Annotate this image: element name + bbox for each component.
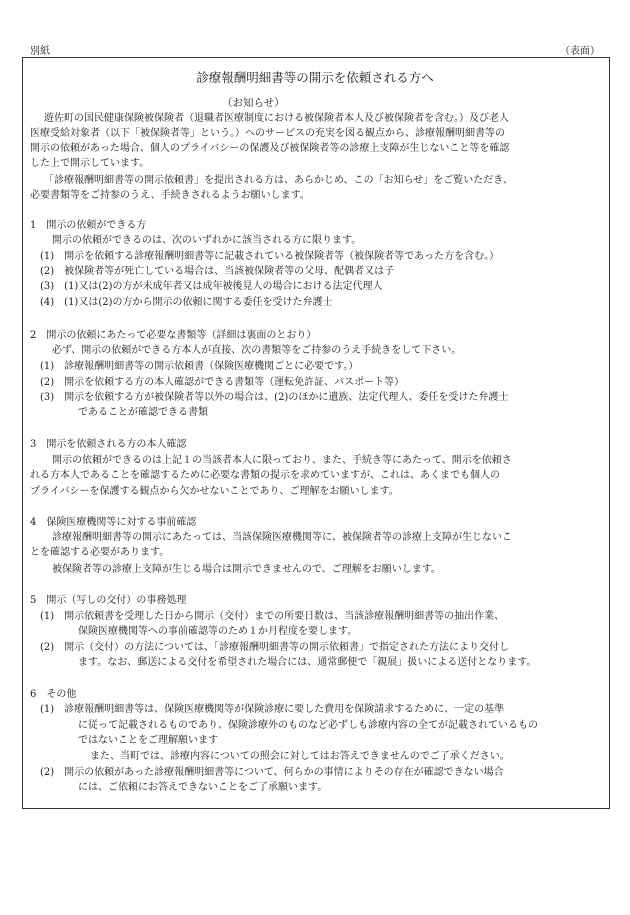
document-title: 診療報酬明細書等の開示を依頼される方へ: [196, 70, 434, 85]
intro-line: 必要書類等をご持参のうえ、手続きされるようお願いします。: [30, 190, 310, 201]
section-4-heading: 4 保険医療機関等に対する事前確認: [30, 517, 197, 528]
section-5-line: 保険医療機関等への事前確認等のため１か月程度を要します。: [78, 626, 358, 637]
section-3-heading: 3 開示を依頼される方の本人確認: [30, 439, 187, 450]
section-6-line: (2) 開示の依頼があった診療報酬明細書等について、何らかの事情によりその存在が確認できない場合: [40, 767, 504, 778]
annex-label: 別紙: [30, 46, 50, 57]
section-2-heading: 2 開示の依頼にあたって必要な書類等（詳細は裏面のとおり）: [30, 330, 317, 341]
section-6-line: (1) 診療報酬明細書等は、保険医療機関等が保険診療に要した費用を保険請求するために、一定の基準: [40, 704, 505, 715]
section-1-line: (2) 被保険者等が死亡している場合は、当該被保険者等の父母、配偶者又は子: [40, 266, 395, 277]
section-5-line: ます。なお、郵送による交付を希望された場合には、通常郵便で「親展」扱いによる送付となります。: [78, 657, 537, 668]
section-1-line: 開示の依頼ができるのは、次のいずれかに該当される方に限ります。: [52, 235, 362, 246]
section-4-line: とを確認する必要があります。: [30, 547, 170, 558]
section-6-line: には、ご依頼にお答えできないことをご了承願います。: [78, 782, 328, 793]
section-2-line: (2) 開示を依頼する方の本人確認ができる書類等（運転免許証、パスポート等）: [40, 377, 405, 388]
section-2-line: であることが確認できる書類: [78, 407, 208, 418]
section-5-heading: 5 開示（写しの交付）の事務処理: [30, 595, 187, 606]
section-5-line: (2) 開示（交付）の方法については、「診療報酬明細書等の開示依頼書」で指定された方法により交付し: [40, 642, 509, 653]
section-1-line: (4) (1)又は(2)の方から開示の依頼に関する委任を受けた弁護士: [40, 297, 333, 308]
intro-line: 開示の依頼があった場合、個人のプライバシーの保護及び被保険者等の診療上支障が生じないこと等を確認: [30, 143, 510, 154]
front-side-label: （表面）: [560, 46, 600, 57]
intro-line: 医療受給対象者（以下「被保険者等」という。）へのサービスの充実を図る観点から、診療報酬明細書等の: [30, 128, 505, 139]
section-4-line: 診療報酬明細書等の開示にあたっては、当該保険医療機関等に、被保険者等の診療上支障が生じないこ: [52, 532, 512, 543]
intro-line: 遊佐町の国民健康保険被保険者（退職者医療制度における被保険者本人及び被保険者を含む。）及び老人: [44, 113, 509, 124]
document-subtitle: （お知らせ）: [222, 97, 285, 109]
section-6-line: ではないことをご理解願います: [78, 735, 218, 746]
section-2-line: (1) 診療報酬明細書等の開示依頼書（保険医療機関ごとに必要です。）: [40, 361, 359, 372]
section-1-heading: 1 開示の依頼ができる方: [30, 220, 147, 231]
section-6-line: に従って記載されるものであり、保険診療外のものなど必ずしも診療内容の全てが記載されているもの: [78, 720, 538, 731]
section-3-line: れる方本人であることを確認するために必要な書類の提示を求めていますが、これは、あくまでも個人の: [30, 470, 500, 481]
intro-line: した上で開示しています。: [30, 158, 150, 169]
section-4-line: 被保険者等の診療上支障が生じる場合は開示できませんので、ご理解をお願いします。: [52, 564, 441, 575]
section-6-heading: 6 その他: [30, 689, 77, 700]
section-6-line: また、当町では、診療内容についての照会に対してはお答えできませんのでご了承ください。: [90, 751, 510, 762]
section-3-line: 開示の依頼ができるのは上記１の当該者本人に限っており、また、手続き等にあたって、開示を依頼さ: [52, 455, 512, 466]
section-3-line: プライバシーを保護する観点から欠かせないことであり、ご理解をお願いします。: [30, 486, 399, 497]
intro-line: 「診療報酬明細書等の開示依頼書」を提出される方は、あらかじめ、この「お知らせ」をご覧いただき、: [44, 175, 513, 186]
section-1-line: (3) (1)又は(2)の方が未成年者又は成年被後見人の場合における法定代理人: [40, 281, 383, 292]
section-2-line: (3) 開示を依頼する方が被保険者等以外の場合は、(2)のほかに遺族、法定代理人、委任を受けた弁護士: [40, 392, 509, 403]
section-2-line: 必ず、開示の依頼ができる方本人が直接、次の書類等をご持参のうえ手続きをして下さい。: [52, 345, 462, 356]
section-5-line: (1) 開示依頼書を受理した日から開示（交付）までの所要日数は、当該診療報酬明細書等の抽出作業、: [40, 611, 505, 622]
section-1-line: (1) 開示を依頼する診療報酬明細書等に記載されている被保険者等（被保険者等であった方を含む。）: [40, 251, 500, 262]
